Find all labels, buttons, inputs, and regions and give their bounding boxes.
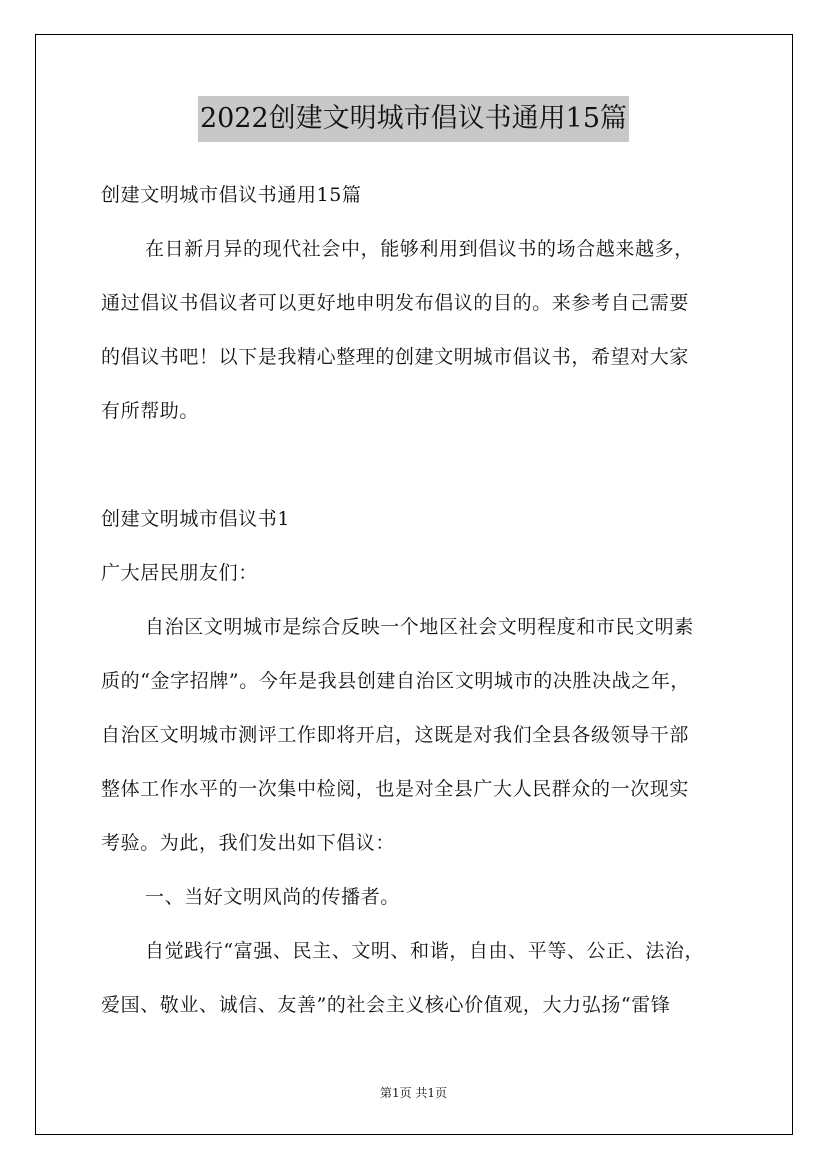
body-line-1: 自治区文明城市是综合反映一个地区社会文明程度和市民文明素 [145,616,694,638]
body-line-5: 考验。为此，我们发出如下倡议： [101,832,396,854]
section-heading: 创建文明城市倡议书1 [101,508,291,530]
point-one-heading: 一、当好文明风尚的传播者。 [145,886,400,908]
document-title: 2022创建文明城市倡议书通用15篇 [198,96,629,142]
intro-line-3: 的倡议书吧！以下是我精心整理的创建文明城市倡议书，希望对大家 [101,346,690,368]
subtitle: 创建文明城市倡议书通用15篇 [101,184,362,206]
point-one-line-1: 自觉践行“富强、民主、文明、和谐，自由、平等、公正、法治， [145,940,705,962]
title-container [0,96,827,142]
intro-line-1: 在日新月异的现代社会中，能够利用到倡议书的场合越来越多， [145,238,694,260]
page-number-footer: 第1页 共1页 [379,1086,448,1100]
body-line-3: 自治区文明城市测评工作即将开启，这既是对我们全县各级领导干部 [101,724,690,746]
point-one-line-2: 爱国、敬业、诚信、友善”的社会主义核心价值观，大力弘扬“雷锋 [101,994,671,1016]
intro-line-2: 通过倡议书倡议者可以更好地申明发布倡议的目的。来参考自己需要 [101,292,690,314]
intro-line-4: 有所帮助。 [101,400,200,422]
body-line-2: 质的“金字招牌”。今年是我县创建自治区文明城市的决胜决战之年， [101,670,691,692]
salutation: 广大居民朋友们： [101,562,258,584]
body-line-4: 整体工作水平的一次集中检阅，也是对全县广大人民群众的一次现实 [101,778,690,800]
